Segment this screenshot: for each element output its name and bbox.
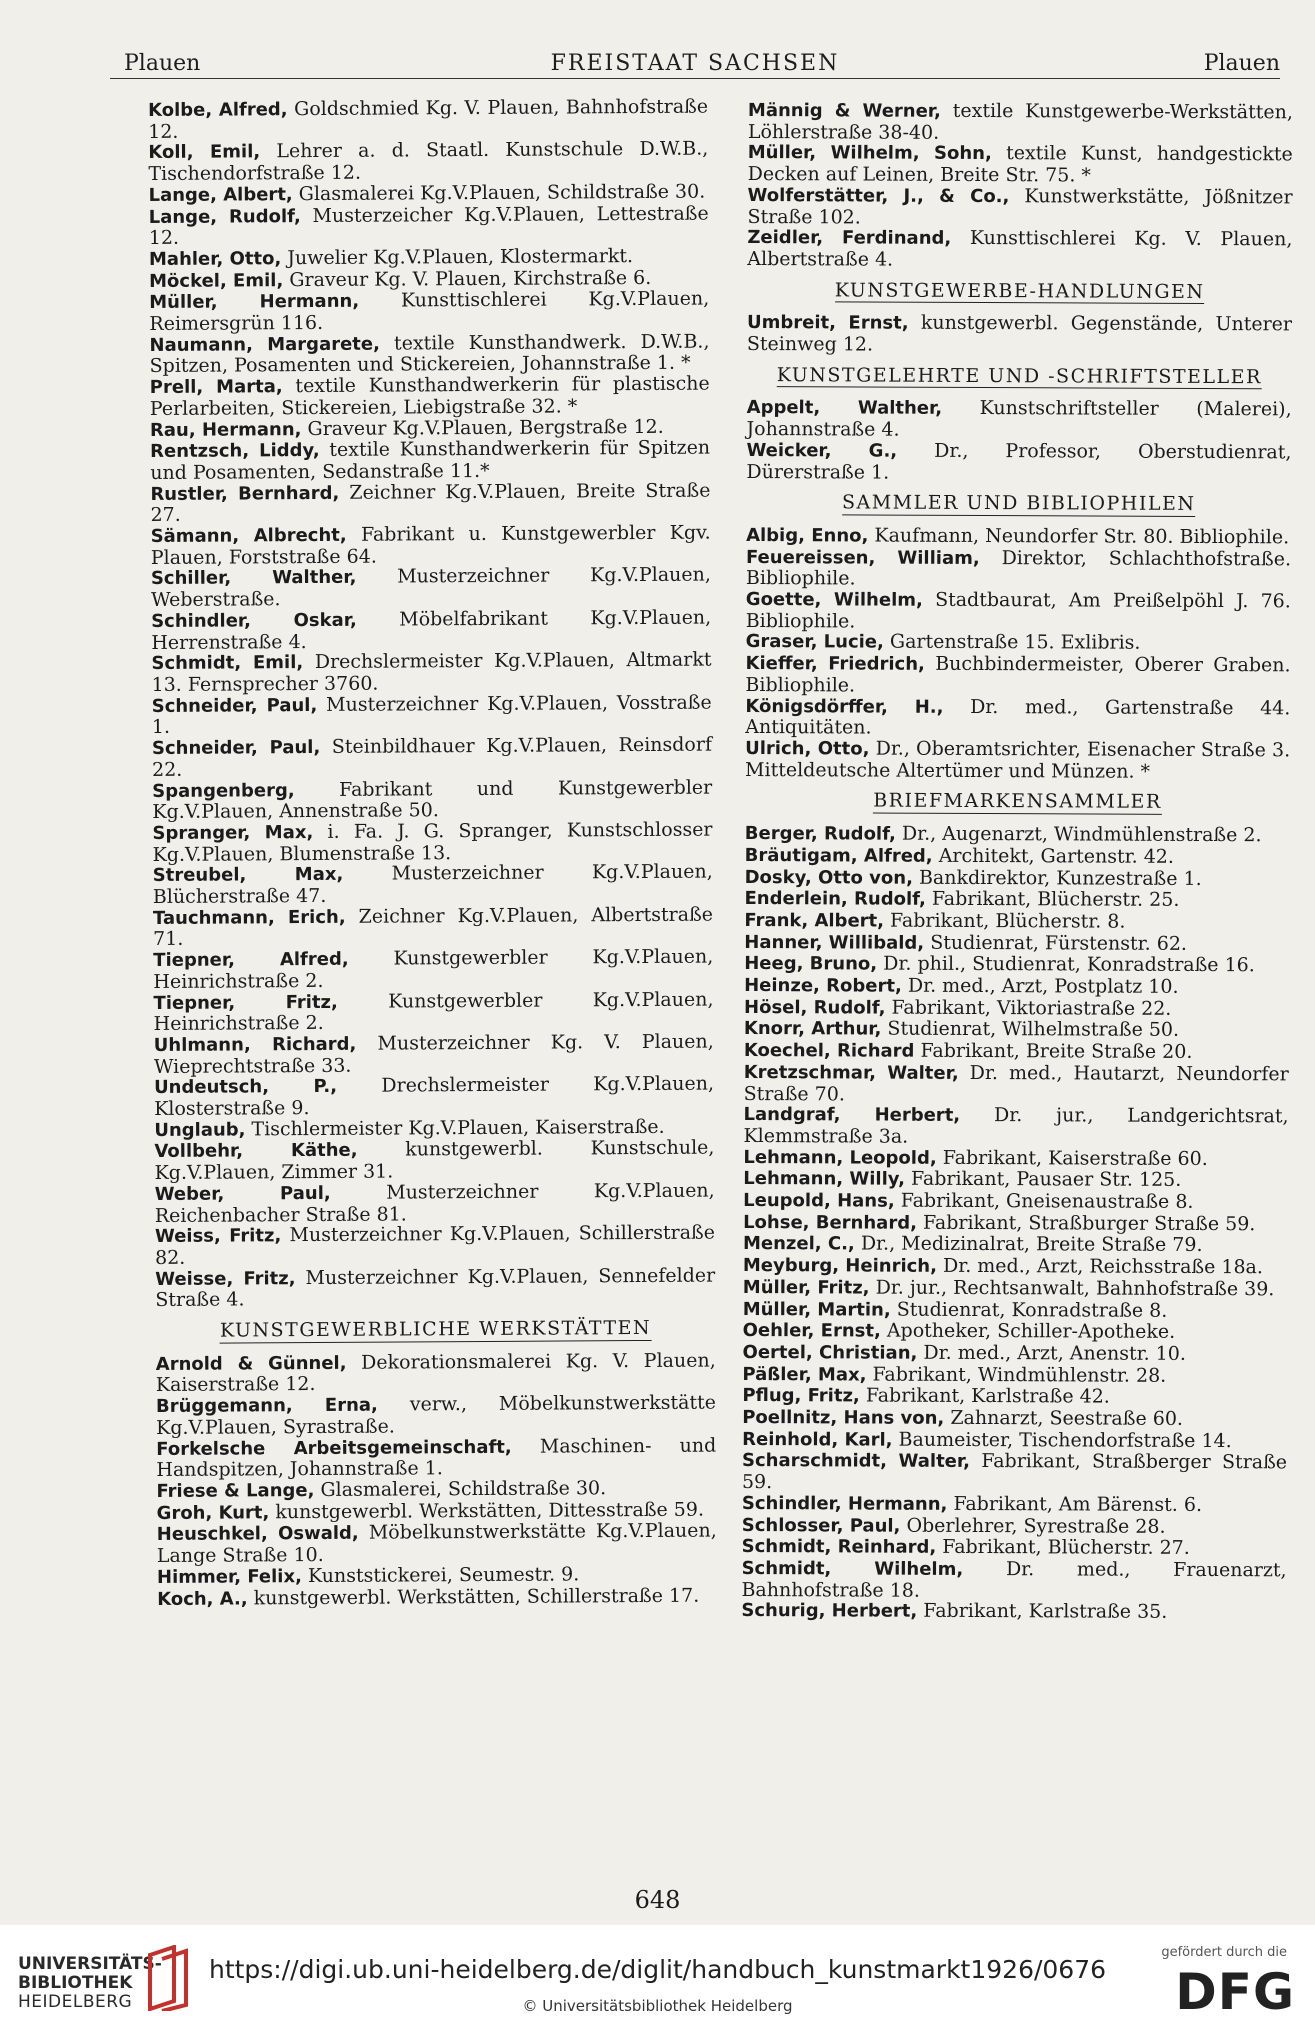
directory-entry: [150, 374, 710, 420]
entry-name: Berger, Rudolf,: [744, 823, 896, 845]
entry-name: Dosky, Otto von,: [744, 866, 913, 889]
directory-entry: [743, 1190, 1288, 1214]
left-column: [148, 97, 717, 1611]
directory-entry: [153, 862, 713, 908]
section-heading: KUNSTGEWERBE-HANDLUNGEN: [834, 279, 1205, 303]
directory-entry: [742, 1429, 1287, 1453]
directory-entry: [746, 589, 1291, 634]
directory-entry: [152, 819, 712, 865]
directory-entry: [153, 904, 713, 950]
entry-name: Schmidt, Emil,: [151, 652, 304, 675]
entry-text: kunstgewerbl. Kunstschule, Kg.V.Plauen, Zimmer 31.: [154, 1137, 715, 1185]
entry-text: Studienrat, Wilhelmstraße 50.: [887, 1018, 1180, 1042]
entry-text: Dr. phil., Studienrat, Konradstraße 16.: [883, 952, 1255, 977]
directory-entry: [747, 312, 1292, 357]
entry-name: Kretzschmar, Walter,: [743, 1061, 959, 1084]
directory-entry: [149, 203, 709, 249]
directory-entry: [157, 1585, 717, 1610]
entry-text: Lehrer a. d. Staatl. Kunstschule D.W.B., Tischendorfstraße 12.: [148, 137, 709, 186]
entry-name: Heinze, Robert,: [744, 975, 902, 997]
entry-name: Spranger, Max,: [152, 821, 314, 844]
entry-text: Zeichner Kg.V.Plauen, Breite Straße 27.: [150, 479, 711, 527]
entry-text: Dr. med., Hautarzt, Neundorfer Straße 70.: [743, 1061, 1289, 1105]
directory-entry: [746, 525, 1291, 549]
directory-entry: [745, 738, 1290, 783]
entry-text: textile Kunsthandwerk. D.W.B., Spitzen, Posamenten und Stickereien, Johannstraße 1. *: [149, 330, 710, 378]
entry-text: Möbelkunstwerkstätte Kg.V.Plauen, Lange Straße 10.: [156, 1519, 717, 1568]
entry-name: Schneider, Paul,: [151, 694, 318, 717]
directory-entry: [745, 845, 1290, 869]
entry-name: Rustler, Bernhard,: [150, 482, 340, 505]
directory-entry: [153, 989, 713, 1035]
entry-name: Lohse, Bernhard,: [743, 1211, 918, 1234]
entry-name: Schindler, Oskar,: [151, 609, 357, 632]
entry-name: Schiller, Walther,: [150, 567, 357, 590]
permalink-url[interactable]: https://digi.ub.uni-heidelberg.de/diglit/handbuch_kunstmarkt1926/0676: [208, 1955, 1107, 1984]
entry-text: Zahnarzt, Seestraße 60.: [950, 1406, 1184, 1430]
entry-name: Friese & Lange,: [156, 1480, 315, 1502]
entry-text: Glasmalerei Kg.V.Plauen, Schildstraße 30.: [298, 180, 706, 205]
entry-text: Fabrikant, Gneisenaustraße 8.: [900, 1189, 1194, 1214]
directory-entry: [744, 1018, 1289, 1042]
running-head: [110, 38, 1280, 79]
directory-entry: [743, 1168, 1288, 1192]
entry-text: Studienrat, Konradstraße 8.: [896, 1298, 1168, 1322]
entry-text: Dr. med., Arzt, Anenstr. 10.: [923, 1341, 1186, 1365]
directory-entry: [152, 777, 712, 823]
entry-name: Müller, Wilhelm, Sohn,: [747, 142, 992, 165]
directory-entry: [748, 142, 1293, 187]
entry-name: Unglaub,: [154, 1119, 246, 1141]
entry-text: Fabrikant, Am Bärenst. 6.: [953, 1492, 1203, 1516]
entry-text: Musterzeichner Kg.V.Plauen, Blücherstraße 47.: [152, 860, 713, 909]
entry-name: Feuereissen, William,: [745, 546, 980, 569]
entry-text: Fabrikant, Karlstraße 42.: [865, 1384, 1110, 1408]
entry-text: Dr. med., Gartenstraße 44. Antiquitäten.: [745, 695, 1291, 739]
entry-text: Fabrikant, Straßburger Straße 59.: [922, 1211, 1256, 1235]
entry-name: Schlosser, Paul,: [741, 1514, 901, 1537]
entry-text: Zeichner Kg.V.Plauen, Albertstraße 71.: [153, 903, 714, 951]
directory-entry: [747, 185, 1292, 230]
directory-entry: [743, 1233, 1288, 1257]
directory-entry: [743, 1299, 1288, 1323]
directory-entry: [744, 953, 1289, 977]
running-head-right: Plauen: [1203, 51, 1280, 76]
running-head-title: FREISTAAT SACHSEN: [550, 51, 840, 76]
directory-entry: [152, 735, 712, 781]
directory-entry: [744, 932, 1289, 956]
entry-name: Heeg, Bruno,: [744, 953, 878, 975]
entry-text: Fabrikant, Straßberger Straße 59.: [741, 1450, 1288, 1494]
entry-name: Koll, Emil,: [148, 141, 261, 164]
entry-name: Tauchmann, Erich,: [152, 906, 346, 929]
entry-text: Buchbindermeister, Oberer Graben. Bibliophile.: [745, 652, 1291, 697]
entry-text: Fabrikant u. Kunstgewerbler Kgv. Plauen, Forststraße 64.: [150, 521, 711, 569]
entry-name: Groh, Kurt,: [156, 1501, 270, 1524]
entry-name: Oehler, Ernst,: [742, 1320, 881, 1342]
directory-entry: [151, 565, 711, 611]
section-heading-wrap: [745, 780, 1290, 825]
entry-text: Kunstgewerbler Kg.V.Plauen, Heinrichstraße 2.: [153, 945, 714, 993]
entry-name: Undeutsch, P.,: [153, 1076, 338, 1099]
entry-text: Apotheker, Schiller-Apotheke.: [886, 1319, 1176, 1344]
viewer-footer: [0, 1925, 1315, 2029]
left-section-entries: [156, 1350, 718, 1610]
directory-entry: [744, 997, 1289, 1021]
entry-name: Lehmann, Willy,: [743, 1168, 906, 1191]
entry-name: Enderlein, Rudolf,: [744, 888, 926, 910]
directory-entry: [744, 975, 1289, 999]
entry-name: Koch, A.,: [157, 1587, 248, 1610]
entry-text: Kunsttischlerei Kg.V.Plauen, Reimersgrün 116.: [149, 287, 710, 336]
entry-text: Dekorationsmalerei Kg. V. Plauen, Kaiserstraße 12.: [155, 1349, 716, 1397]
entry-name: Prell, Marta,: [149, 376, 283, 399]
entry-text: Maschinen- und Handspitzen, Johannstraße 1.: [156, 1434, 717, 1482]
directory-entry: [151, 523, 711, 569]
entry-name: Schurig, Herbert,: [741, 1600, 918, 1623]
entry-text: Dr., Medizinalrat, Breite Straße 79.: [860, 1232, 1203, 1257]
entry-text: Bankdirektor, Kunzestraße 1.: [918, 866, 1202, 890]
entry-text: Architekt, Gartenstr. 42.: [938, 844, 1175, 868]
right-entries: [747, 100, 1293, 272]
directory-entry: [748, 100, 1293, 145]
entry-text: Tischlermeister Kg.V.Plauen, Kaiserstraße.: [251, 1115, 665, 1141]
right-column: [741, 100, 1293, 1624]
directory-entry: [156, 1350, 716, 1396]
section-heading-wrap: [746, 482, 1291, 527]
directory-entry: [744, 888, 1289, 912]
entry-text: Musterzeichner Kg.V.Plauen, Sennefelder Straße 4.: [155, 1264, 716, 1312]
entry-name: Möckel, Emil,: [149, 269, 284, 292]
directory-entry: [746, 631, 1291, 655]
entry-name: Zeidler, Ferdinand,: [747, 227, 952, 250]
directory-entry: [151, 607, 711, 653]
entry-text: Juwelier Kg.V.Plauen, Klostermarkt.: [287, 244, 634, 270]
entry-text: Möbelfabrikant Kg.V.Plauen, Herrenstraße 4.: [151, 606, 712, 654]
entry-name: Weiss, Fritz,: [154, 1225, 282, 1248]
directory-entry: [745, 696, 1290, 741]
section-heading: KUNSTGELEHRTE UND -SCHRIFTSTELLER: [776, 363, 1262, 388]
directory-entry: [155, 1223, 715, 1269]
entry-text: Dr. med., Arzt, Reichsstraße 18a.: [942, 1255, 1264, 1279]
entry-text: Musterzeichner Kg.V.Plauen, Reichenbacher Straße 81.: [154, 1179, 715, 1227]
entry-text: Graveur Kg. V. Plauen, Kirchstraße 6.: [289, 266, 652, 291]
entry-text: Direktor, Schlachthofstraße. Bibliophile.: [745, 546, 1292, 590]
directory-entry: [149, 289, 709, 335]
entry-text: Kaufmann, Neundorfer Str. 80. Bibliophile.: [874, 524, 1290, 549]
section-heading: BRIEFMARKENSAMMLER: [873, 789, 1162, 814]
directory-entry: [741, 1558, 1286, 1603]
directory-entry: [747, 227, 1292, 272]
entry-text: Studienrat, Fürstenstr. 62.: [930, 931, 1188, 955]
entry-name: Tiepner, Fritz,: [153, 991, 338, 1014]
entry-name: Poellnitz, Hans von,: [742, 1407, 945, 1429]
section-heading: SAMMLER UND BIBLIOPHILEN: [841, 491, 1196, 516]
entry-name: Rentzsch, Liddy,: [150, 440, 320, 463]
entry-name: Himmer, Felix,: [156, 1565, 302, 1588]
entry-text: Musterzeichner Kg.V.Plauen, Schillerstraße 82.: [155, 1221, 715, 1269]
entry-text: Kunstgewerbler Kg.V.Plauen, Heinrichstraße 2.: [153, 988, 714, 1036]
entry-name: Schmidt, Reinhard,: [741, 1536, 937, 1559]
entry-name: Männig & Werner,: [747, 100, 941, 122]
entry-name: Albig, Enno,: [746, 524, 869, 547]
directory-entry: [742, 1407, 1287, 1431]
directory-entry: [745, 823, 1290, 847]
directory-entry: [154, 1138, 714, 1184]
entry-name: Weisse, Fritz,: [155, 1267, 296, 1290]
entry-name: Leupold, Hans,: [743, 1190, 895, 1212]
directory-entry: [744, 910, 1289, 934]
section-heading: KUNSTGEWERBLICHE WERKSTÄTTEN: [219, 1317, 652, 1342]
entry-text: Stadtbaurat, Am Preißelpöhl J. 76. Bibliophile.: [745, 588, 1291, 633]
directory-entry: [741, 1600, 1286, 1624]
directory-entry: [156, 1393, 716, 1439]
entry-text: Kunstschriftsteller (Malerei), Johannstraße 4.: [746, 397, 1292, 441]
directory-entry: [154, 1074, 714, 1120]
entry-text: Dr. jur., Rechtsanwalt, Bahnhofstraße 39.: [875, 1276, 1275, 1301]
entry-text: Fabrikant, Viktoriastraße 22.: [891, 996, 1172, 1020]
entry-text: Gartenstraße 15. Exlibris.: [889, 631, 1141, 655]
entry-text: Dr. med., Frauenarzt, Bahnhofstraße 18.: [741, 1558, 1287, 1602]
directory-entry: [156, 1435, 716, 1481]
entry-text: textile Kunsthandwerkerin für Spitzen und Posamenten, Sedanstraße 11.*: [150, 436, 711, 484]
entry-name: Hösel, Rudolf,: [743, 996, 886, 1019]
entry-name: Weicker, G.,: [746, 439, 898, 462]
directory-entry: [151, 650, 711, 696]
entry-name: Lange, Rudolf,: [148, 205, 301, 228]
directory-entry: [742, 1342, 1287, 1366]
entry-name: Lange, Albert,: [148, 183, 293, 206]
entry-name: Menzel, C.,: [742, 1233, 855, 1255]
entry-text: Fabrikant, Breite Straße 20.: [920, 1039, 1193, 1064]
entry-text: Dr. jur., Landgerichtsrat, Klemmstraße 3a.: [743, 1104, 1289, 1148]
directory-entry: [150, 480, 710, 526]
entry-name: Ulrich, Otto,: [745, 737, 870, 760]
directory-entry: [743, 1147, 1288, 1171]
entry-name: Heuschkel, Oswald,: [156, 1523, 359, 1546]
entry-text: Fabrikant, Pausaer Str. 125.: [910, 1168, 1182, 1192]
entry-text: Fabrikant, Karlstraße 35.: [923, 1600, 1168, 1624]
entry-text: Musterzeicher Kg.V.Plauen, Lettestraße 12.: [148, 202, 709, 250]
entry-text: Fabrikant, Blücherstr. 25.: [931, 888, 1180, 912]
entry-name: Mahler, Otto,: [148, 248, 282, 270]
entry-name: Koechel, Richard: [743, 1040, 915, 1062]
entry-name: Oertel, Christian,: [742, 1341, 918, 1364]
entry-name: Bräutigam, Alfred,: [744, 844, 933, 867]
entry-text: Fabrikant, Blücherstr. 27.: [942, 1536, 1190, 1560]
directory-entry: [742, 1364, 1287, 1388]
directory-entry: [157, 1521, 717, 1567]
directory-entry: [153, 947, 713, 993]
entry-text: Drechslermeister Kg.V.Plauen, Klosterstraße 9.: [154, 1072, 715, 1121]
entry-text: Fabrikant, Kaiserstraße 60.: [942, 1146, 1208, 1170]
directory-entry: [744, 1040, 1289, 1064]
entry-name: Arnold & Günnel,: [155, 1352, 347, 1375]
entry-name: Goette, Wilhelm,: [745, 589, 923, 611]
entry-name: Schmidt, Wilhelm,: [741, 1557, 964, 1580]
entry-name: Knorr, Arthur,: [743, 1018, 882, 1041]
entry-text: kunstgewerbl. Werkstätten, Schillerstraße 17.: [253, 1584, 700, 1609]
section-heading-wrap: [747, 270, 1292, 315]
entry-text: kunstgewerbl. Werkstätten, Dittesstraße 59.: [275, 1498, 705, 1523]
entry-name: Streubel, Max,: [152, 864, 344, 887]
entry-text: Musterzeichner Kg. V. Plauen, Wieprechtstraße 33.: [153, 1030, 714, 1078]
entry-text: textile Kunstgewerbe-Werkstätten, Löhlerstraße 38-40.: [747, 99, 1293, 144]
entry-text: textile Kunsthandwerkerin für plastische Perlarbeiten, Stickereien, Liebigstraße 32. *: [149, 372, 710, 420]
entry-name: Landgraf, Herbert,: [743, 1104, 961, 1127]
entry-text: Glasmalerei, Schildstraße 30.: [320, 1477, 607, 1501]
entry-name: Päßler, Max,: [742, 1363, 867, 1386]
entry-text: Drechslermeister Kg.V.Plauen, Altmarkt 13. Fernsprecher 3760.: [151, 648, 712, 696]
entry-text: Goldschmied Kg. V. Plauen, Bahnhofstraße 12.: [148, 95, 709, 143]
directory-entry: [742, 1515, 1287, 1539]
entry-name: Kolbe, Alfred,: [148, 99, 288, 121]
directory-entry: [743, 1320, 1288, 1344]
entry-name: Müller, Fritz,: [742, 1276, 870, 1299]
entry-text: Kunsttischlerei Kg. V. Plauen, Albertstraße 4.: [747, 227, 1293, 271]
entry-name: Kieffer, Friedrich,: [745, 653, 925, 675]
entry-text: kunstgewerbl. Gegenstände, Unterer Steinweg 12.: [746, 312, 1293, 356]
directory-entry: [155, 1180, 715, 1226]
entry-name: Müller, Martin,: [742, 1298, 891, 1321]
directory-entry: [154, 1031, 714, 1077]
entry-name: Frank, Albert,: [744, 909, 885, 932]
page-number: 648: [634, 1886, 681, 1914]
entry-name: Uhlmann, Richard,: [153, 1033, 357, 1056]
directory-entry: [742, 1450, 1287, 1495]
directory-entry: [745, 653, 1290, 698]
entry-name: Reinhold, Karl,: [742, 1428, 893, 1451]
entry-name: Vollbehr, Käthe,: [154, 1140, 358, 1163]
directory-entry: [742, 1493, 1287, 1517]
entry-text: Fabrikant und Kunstgewerbler Kg.V.Plauen, Annenstraße 50.: [152, 776, 713, 824]
directory-entry: [149, 331, 709, 377]
entry-name: Sämann, Albrecht,: [150, 524, 347, 548]
entry-text: Musterzeichner Kg.V.Plauen, Vosstraße 1.: [151, 691, 712, 739]
entry-name: Wolferstätter, J., & Co.,: [747, 184, 1010, 207]
entry-name: Naumann, Margarete,: [149, 333, 380, 356]
directory-entry: [743, 1277, 1288, 1301]
entry-name: Scharschmidt, Walter,: [742, 1450, 971, 1473]
entry-text: Kunststickerei, Seumestr. 9.: [307, 1563, 580, 1587]
entry-text: Graveur Kg.V.Plauen, Bergstraße 12.: [307, 415, 664, 440]
directory-entry: [150, 438, 710, 484]
directory-entry: [148, 139, 708, 185]
entry-name: Weber, Paul,: [154, 1182, 331, 1205]
entry-name: Graser, Lucie,: [745, 631, 884, 654]
entry-name: Pflug, Fritz,: [742, 1385, 860, 1407]
right-sections: [741, 270, 1292, 1625]
directory-entry: [746, 547, 1291, 592]
entry-text: verw., Möbelkunstwerkstätte Kg.V.Plauen, Syrastraße.: [156, 1391, 717, 1439]
directory-entry: [744, 1062, 1289, 1107]
directory-entry: [743, 1104, 1288, 1149]
entry-name: Schneider, Paul,: [151, 737, 321, 760]
entry-text: Dr. med., Arzt, Postplatz 10.: [907, 974, 1179, 998]
entry-name: Meyburg, Heinrich,: [742, 1255, 938, 1277]
entry-text: Steinbildhauer Kg.V.Plauen, Reinsdorf 22.: [152, 733, 713, 781]
section-heading-wrap: [155, 1308, 715, 1354]
copyright-notice: © Universitätsbibliothek Heidelberg: [522, 1997, 793, 2015]
entry-name: Hanner, Willibald,: [744, 931, 925, 954]
entry-text: Oberlehrer, Syrestraße 28.: [906, 1514, 1166, 1538]
directory-entry: [743, 1255, 1288, 1279]
entry-name: Tiepner, Alfred,: [153, 948, 349, 972]
entry-text: Dr., Oberamtsrichter, Eisenacher Straße 3. Mitteldeutsche Altertümer und Münzen. *: [745, 737, 1291, 783]
entry-text: Dr., Professor, Oberstudienrat, Dürerstraße 1.: [746, 439, 1292, 484]
entry-name: Lehmann, Leopold,: [743, 1146, 937, 1169]
dfg-logo: DFG: [1175, 1963, 1295, 2021]
entry-name: Müller, Hermann,: [149, 291, 360, 314]
entry-name: Brüggemann, Erna,: [155, 1394, 378, 1418]
entry-text: Fabrikant, Windmühlenstr. 28.: [872, 1363, 1167, 1387]
entry-text: textile Kunst, handgestickte Decken auf Leinen, Breite Str. 75. *: [747, 142, 1293, 187]
entry-name: Forkelsche Arbeitsgemeinschaft,: [156, 1436, 512, 1460]
entry-text: Kunstwerkstätte, Jößnitzer Straße 102.: [747, 185, 1293, 229]
running-head-left: Plauen: [124, 51, 201, 76]
entry-text: Baumeister, Tischendorfstraße 14.: [898, 1428, 1232, 1452]
sponsor-label: gefördert durch die: [1161, 1945, 1287, 1960]
directory-entry: [152, 692, 712, 738]
entry-name: Königsdörffer, H.,: [745, 695, 944, 718]
left-entries: [148, 97, 715, 1311]
institution-logo-text: UNIVERSITÄTS- BIBLIOTHEK HEIDELBERG: [18, 1954, 162, 2012]
directory-entry: [148, 97, 708, 143]
directory-entry: [742, 1536, 1287, 1560]
entry-name: Schindler, Hermann,: [741, 1492, 948, 1515]
entry-text: i. Fa. J. G. Spranger, Kunstschlosser Kg.V.Plauen, Blumenstraße 13.: [152, 818, 713, 866]
directory-entry: [155, 1265, 715, 1311]
directory-entry: [743, 1212, 1288, 1236]
section-heading-wrap: [747, 355, 1292, 400]
entry-text: Fabrikant, Blücherstr. 8.: [889, 909, 1126, 933]
entry-name: Rau, Hermann,: [149, 418, 302, 441]
entry-name: Spangenberg,: [152, 779, 295, 802]
entry-text: Dr., Augenarzt, Windmühlenstraße 2.: [901, 822, 1262, 847]
directory-entry: [747, 397, 1292, 442]
entry-name: Umbreit, Ernst,: [746, 312, 909, 335]
entry-text: Musterzeichner Kg.V.Plauen, Weberstraße.: [150, 564, 711, 612]
directory-entry: [742, 1385, 1287, 1409]
entry-name: Appelt, Walther,: [746, 397, 943, 420]
directory-entry: [745, 866, 1290, 890]
directory-entry: [746, 440, 1291, 485]
